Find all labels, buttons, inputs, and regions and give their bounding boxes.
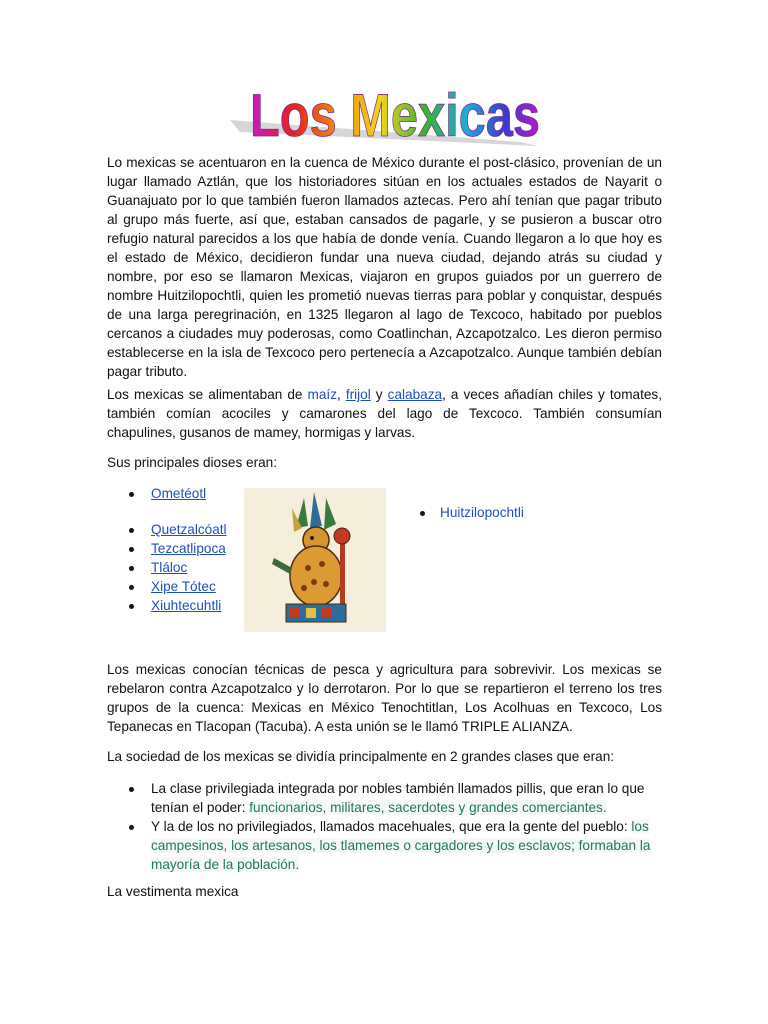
list-item	[127, 817, 662, 874]
link-xipe-totec[interactable]: Xipe Tótec	[151, 579, 216, 594]
aztec-deity-image	[244, 488, 386, 632]
alliance-paragraph: Los mexicas conocían técnicas de pesca y agricultura para sobrevivir. Los mexicas se rebelaron contra Azcapotzalco y lo derrotaron. Por lo que se repartieron el terreno los tres grupos de la cuenca: Mexicas en México Tenochtitlan, Los Acolhuas en Texcoco, Los Tepanecas en Tlacopan (Tacuba). A esta unión se le llamó TRIPLE ALIANZA.	[107, 662, 662, 734]
list-item	[127, 539, 227, 558]
class-text: Y la de los no privilegiados, llamados macehuales, que era la gente del pueblo:	[151, 819, 632, 834]
link-maiz[interactable]: maíz	[307, 387, 337, 402]
food-sep: ,	[337, 387, 346, 402]
jaguar-deity-icon	[244, 488, 386, 632]
food-text-end: , a veces añadían chiles y tomates, también comían acociles y camarones del lago de Texcoco. También consumían chapulines, gusanos de mamey, hormigas y larvas.	[107, 387, 662, 440]
clothing-heading: La vestimenta mexica	[107, 884, 239, 899]
link-frijol[interactable]: frijol	[345, 387, 371, 402]
society-intro: La sociedad de los mexicas se dividía principalmente en 2 grandes clases que eran:	[107, 749, 615, 764]
food-paragraph	[107, 385, 662, 442]
gods-heading: Sus principales dioses eran:	[107, 455, 278, 470]
list-item	[127, 558, 227, 577]
list-item	[418, 503, 524, 522]
intro-paragraph: Lo mexicas se acentuaron en la cuenca de México durante el post-clásico, provenían de un lugar llamado Aztlán, que los historiadores sitúan en los actuales estados de Nayarit o Guanajuato por lo que también fueron llamados aztecas. Pero ahí tenían que pagar tributo al grupo más fuerte, así que, estaban cansados de pagarle, y se pusieron a buscar otro refugio natural parecidos a los que había de donde venía. Cuando llegaron a lo que hoy es el estado de México, decidieron fundar una nueva ciudad, dejando atrás su ciudad y nombre, por eso se llamaron Mexicas, viajaron en grupos guiados por un guerrero de nombre Huitzilopochtli, quien les prometió nuevas tierras para poblar y conquistar, después de una larga peregrinación, en 1325 llegaron al lago de Texcoco, habitado por pueblos cercanos a ciudades muy poderosas, como Coatlinchan, Azcapotzalco. Les dieron permiso establecerse en la isla de Texcoco pero pertenecía a Azcapotzalco. Aunque también debían pagar tributo.	[107, 155, 662, 379]
classes-list	[127, 779, 662, 874]
list-item	[127, 779, 662, 817]
class-highlight: funcionarios, militares, sacerdotes y grandes comerciantes.	[249, 800, 607, 815]
page-title	[220, 80, 550, 150]
list-item	[127, 484, 227, 503]
god-huitzilopochtli: Huitzilopochtli	[440, 505, 524, 520]
link-calabaza[interactable]: calabaza	[387, 387, 443, 402]
class-text: La clase privilegiada integrada por nobles también llamados pillis, que eran lo que tenían el poder:	[151, 781, 645, 815]
list-item	[127, 596, 227, 615]
link-quetzalcoatl[interactable]: Quetzalcóatl	[151, 522, 227, 537]
food-text-start: Los mexicas se alimentaban de	[107, 387, 308, 402]
wordart-title	[220, 80, 550, 150]
link-ometeotl[interactable]: Ometéotl	[151, 486, 207, 501]
link-xiuhtecuhtli[interactable]: Xiuhtecuhtli	[151, 598, 222, 613]
class-highlight: los campesinos, los artesanos, los tlamemes o cargadores y los esclavos; formaban la mayoría de la población.	[151, 819, 651, 872]
list-item	[127, 520, 227, 539]
list-item	[127, 577, 227, 596]
link-tlaloc[interactable]: Tláloc	[151, 560, 188, 575]
food-sep: y	[370, 387, 388, 402]
title-text: Los Mexicas	[250, 82, 540, 149]
gods-list	[127, 484, 227, 615]
link-tezcatlipoca[interactable]: Tezcatlipoca	[151, 541, 226, 556]
